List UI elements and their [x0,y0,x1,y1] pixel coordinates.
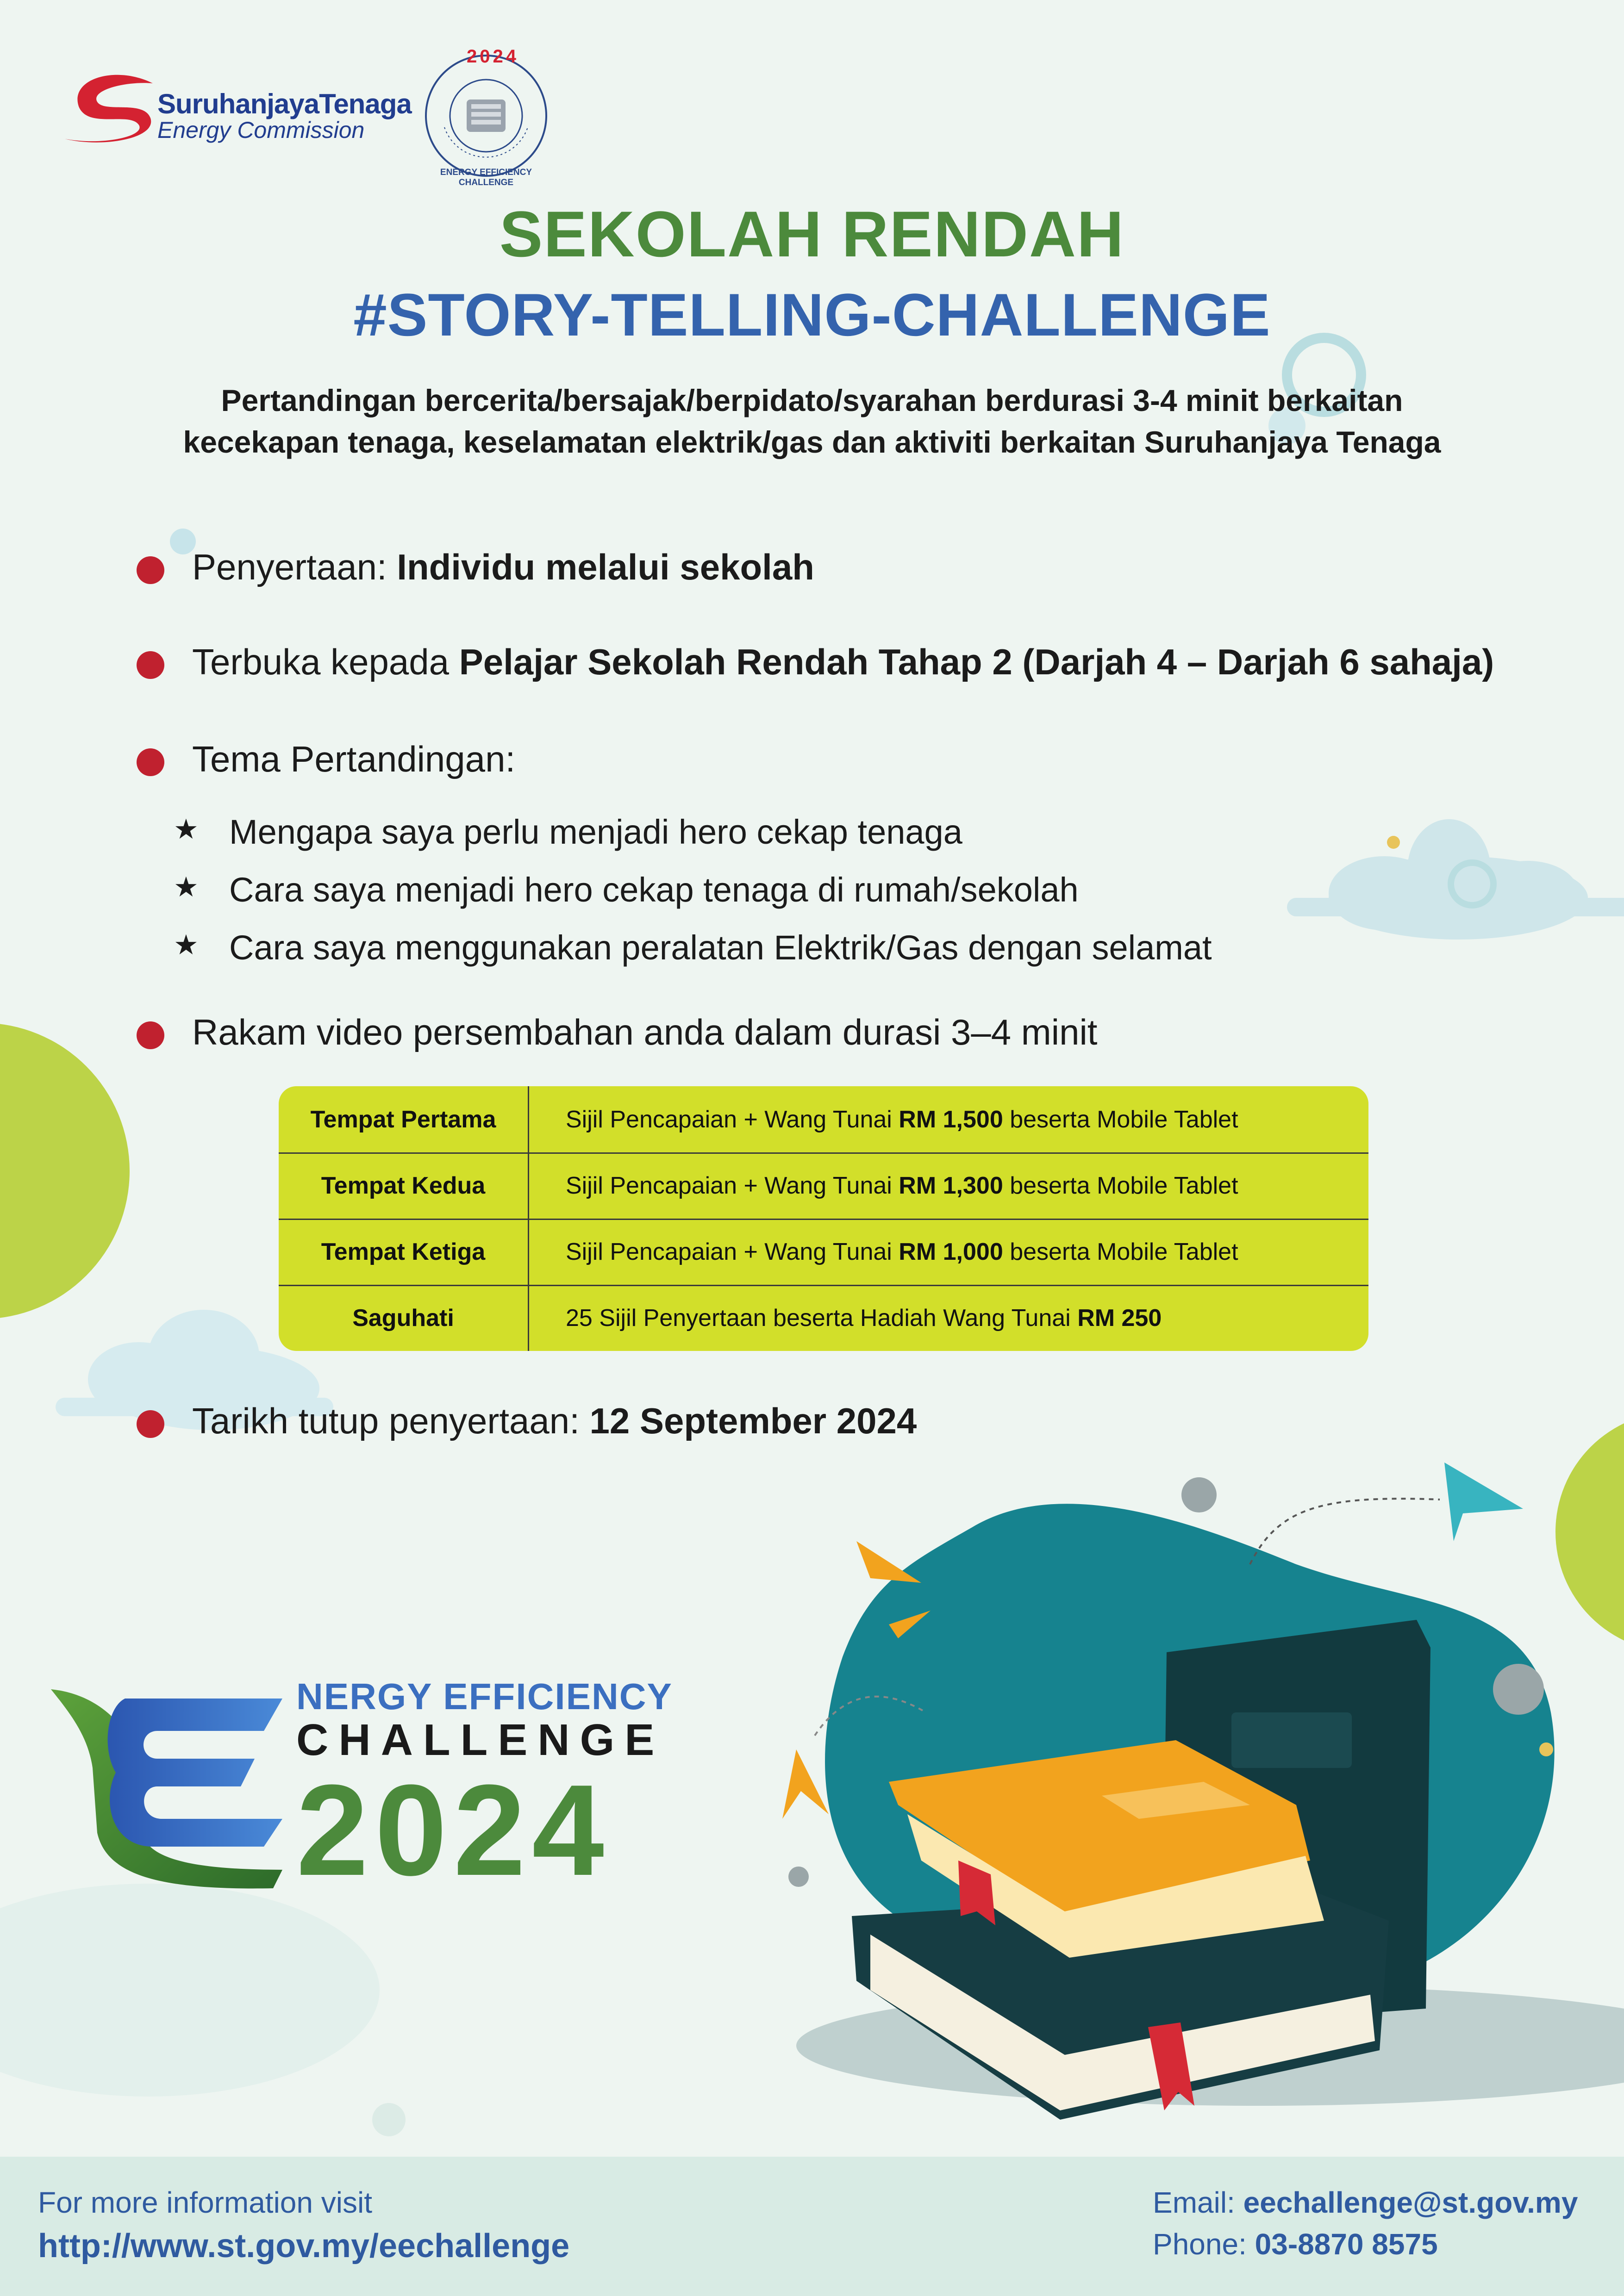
ee-logo-line2: CHALLENGE [296,1715,665,1765]
prize-place: Saguhati [279,1285,529,1351]
ee-logo-year: 2024 [296,1758,611,1903]
paper-plane-icon [1444,1462,1523,1541]
theme-item-text: Cara saya menggunakan peralatan Elektrik/Gas dengan selamat [229,928,1212,967]
eligibility-value: Pelajar Sekolah Rendah Tahap 2 (Darjah 4 – Darjah 6 sahaja) [459,641,1494,682]
footer-email [1153,2185,1578,2220]
ee-logo-mark-icon [42,1680,301,1893]
seal-year: 2024 [467,46,519,67]
prize-reward: Sijil Pencapaian + Wang Tunai RM 1,300 beserta Mobile Tablet [566,1172,1238,1199]
prize-reward: Sijil Pencapaian + Wang Tunai RM 1,000 beserta Mobile Tablet [566,1238,1238,1265]
phone-value: 03-8870 8575 [1255,2228,1438,2261]
footer-phone [1153,2227,1438,2261]
theme-item-text: Cara saya menjadi hero cekap tenaga di rumah/sekolah [229,871,1079,909]
page-title: SEKOLAH RENDAH [499,198,1125,270]
eligibility-label: Terbuka kepada [192,641,459,682]
phone-label: Phone: [1153,2228,1255,2261]
theme-label: Tema Pertandingan: [192,739,516,779]
deadline-label: Tarikh tutup penyertaan: [192,1400,590,1441]
prize-place: Tempat Ketiga [279,1219,529,1285]
email-link[interactable]: eechallenge@st.gov.my [1243,2186,1578,2219]
footer-url-link[interactable]: http://www.st.gov.my/eechallenge [38,2228,570,2265]
org-name: SuruhanjayaTenaga [157,88,412,119]
entry-label: Penyertaan: [192,547,397,587]
deadline-value: 12 September 2024 [589,1400,917,1441]
intro-line-2: kecekapan tenaga, keselamatan elektrik/gas dan aktiviti berkaitan Suruhanjaya Tenaga [183,425,1441,459]
page-subtitle: #STORY-TELLING-CHALLENGE [353,281,1271,348]
prize-reward: Sijil Pencapaian + Wang Tunai RM 1,500 beserta Mobile Tablet [566,1106,1238,1133]
org-subtitle: Energy Commission [157,117,365,143]
footer-band [0,2157,1624,2296]
record-text: Rakam video persembahan anda dalam durasi 3–4 minit [192,1012,1098,1052]
theme-item-text: Mengapa saya perlu menjadi hero cekap tenaga [229,813,962,851]
paper-plane-icon [782,1749,829,1819]
prize-reward: 25 Sijil Penyertaan beserta Hadiah Wang Tunai RM 250 [566,1304,1162,1332]
entry-value: Individu melalui sekolah [397,547,814,587]
footer-info-label: For more information visit [38,2186,372,2219]
star-icon: ★ [174,929,199,960]
intro-line-1: Pertandingan bercerita/bersajak/berpidato/syarahan berdurasi 3-4 minit berkaitan [221,383,1403,417]
star-icon: ★ [174,814,199,845]
ee-logo-line1: NERGY EFFICIENCY [296,1676,673,1717]
email-label: Email: [1153,2186,1243,2219]
seal-text: ENERGY EFFICIENCY CHALLENGE [440,168,532,187]
star-icon: ★ [174,871,199,902]
prize-place: Tempat Kedua [279,1152,529,1219]
prize-place: Tempat Pertama [279,1086,529,1152]
